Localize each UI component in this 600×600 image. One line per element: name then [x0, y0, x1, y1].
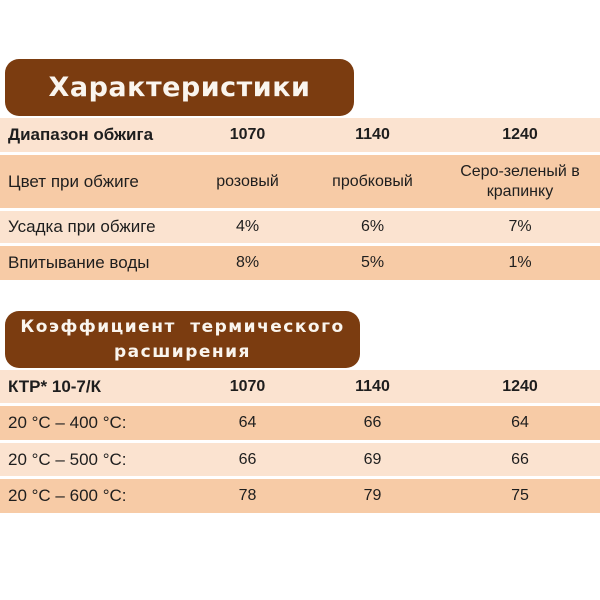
header-col-1140: 1140 — [355, 377, 390, 395]
row-value: 5% — [360, 254, 385, 271]
section1-title: Характеристики — [48, 72, 311, 103]
row-value: 7% — [508, 218, 532, 235]
row-value: 66 — [511, 450, 529, 468]
row-value: 1% — [508, 254, 532, 271]
row-value: 78 — [238, 487, 257, 504]
row-label: Цвет при обжиге — [8, 171, 139, 191]
row-label: Усадка при обжиге — [8, 217, 156, 237]
section1-title-banner — [5, 59, 354, 116]
header-col-1140: 1140 — [355, 126, 390, 143]
header-col-1070: 1070 — [229, 126, 266, 143]
row-value: 69 — [363, 450, 382, 468]
row-value: 64 — [511, 414, 529, 431]
characteristics-header-row — [0, 118, 600, 152]
section2-title-banner — [5, 311, 360, 368]
row-value: 79 — [363, 487, 382, 504]
row-label: 20 °C – 500 °C: — [8, 449, 127, 469]
row-value: 8% — [235, 254, 260, 271]
header-label: КТР* 10-7/К — [8, 376, 101, 396]
row-value: 66 — [363, 414, 382, 431]
section2-title-line1: Коэффициент термического — [20, 316, 345, 337]
table-row-water-absorption — [0, 246, 600, 280]
table-row-20-500 — [0, 443, 600, 476]
thermal-header-row — [0, 370, 600, 403]
row-value: Серо-зеленый в крапинку — [460, 162, 580, 200]
row-label: 20 °C – 600 °C: — [8, 486, 127, 506]
row-value: пробковый — [332, 172, 413, 190]
row-value: 75 — [511, 487, 529, 504]
row-label: Впитывание воды — [8, 253, 150, 273]
row-value: 66 — [238, 450, 257, 468]
header-label: Диапазон обжига — [8, 125, 154, 145]
table-row-fired-color — [0, 155, 600, 208]
row-value: 4% — [235, 218, 260, 235]
row-value: 64 — [238, 414, 257, 431]
table-row-shrinkage — [0, 211, 600, 243]
section2-title-line2: расширения — [114, 341, 251, 362]
row-label: 20 °C – 400 °C: — [8, 413, 127, 433]
table-row-20-400 — [0, 406, 600, 440]
characteristics-table — [0, 118, 600, 280]
table-row-20-600 — [0, 479, 600, 513]
thermal-expansion-table — [0, 370, 600, 513]
row-value: розовый — [216, 172, 279, 190]
header-col-1240: 1240 — [502, 377, 538, 395]
header-col-1070: 1070 — [229, 377, 266, 395]
header-col-1240: 1240 — [502, 126, 538, 143]
row-value: 6% — [360, 218, 385, 235]
